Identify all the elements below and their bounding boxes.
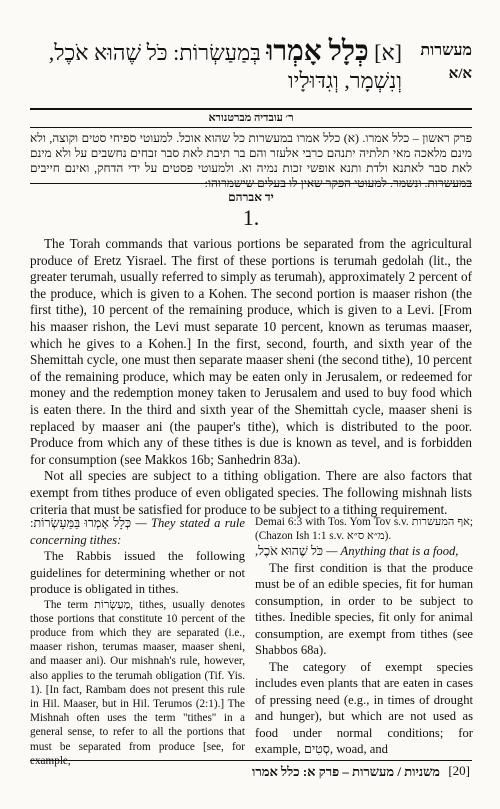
- commentary-continuation: Demai 6:3 with Tos. Yom Tov s.v. אף המעשרות; (Chazon Ish 1:1 s.v. מ״א ס״א).: [255, 516, 473, 543]
- page-number: [20]: [448, 763, 470, 778]
- commentary-paragraph: The category of exempt species includes even plants that are eaten in cases of pressing need (e.g., in times of drought and hunger), but which are not used as food under normal conditions; for example, סְטִים, woad, and: [255, 659, 473, 757]
- dibur-hamatchil: [255, 543, 473, 560]
- mishnah-header: [32, 38, 472, 94]
- yad-avraham-title: יד אברהם: [228, 190, 274, 204]
- section-number: 1.: [242, 205, 260, 230]
- footer-rule: [30, 760, 472, 761]
- dh-hebrew: כֹּל שֶׁהוּא אֹכֶל,: [255, 544, 324, 559]
- chapter-mishnah-number: א/א: [448, 66, 472, 82]
- commentary-paragraph: The first condition is that the produce must be of an edible species, fit for human consumption, in order to be subject to tithes. Inedible species, fit only for animal consumption, are exempt from tithes (see Shabbos 68a).: [255, 560, 473, 658]
- tractate-name: מעשרות: [420, 42, 472, 59]
- mishnah-lead-words: כְּלָל אָמְרוּ: [266, 36, 369, 67]
- dh-english: — Anything that is a food,: [323, 544, 459, 559]
- divider: [30, 127, 472, 128]
- mishnah-text: [30, 38, 402, 95]
- running-head: משניות / מעשרות – פרק א: כלל אמרו: [252, 764, 440, 779]
- intro-paragraph: The Torah commands that various portions be separated from the agricultural produce of Eretz Yisrael. The first of these portions is terumah gedolah (lit., the greater terumah, usually referred to simply as terumah), approximately 2 percent of the produce, which is given to a Kohen. The second portion is maaser rishon (the first tithe), 10 percent of the remaining produce, which is given to a Levi. [From his maaser rishon, the Levi must separate 10 percent, known as terumas maaser, which he gives to a Kohen.] In the first, second, fourth, and sixth year of the Shemittah cycle, one must then separate maaser sheni (the second tithe), 10 percent of the remaining produce, which may be eaten only in Jerusalem, or redeemed for money and the redemption money taken to Jerusalem and used to buy food which is eaten there. In the third and sixth year of the Shemittah cycle, maaser sheni is replaced by maaser ani (the pauper's tithe), which is distributed to the poor. Produce from which any of these tithes is due is known as tevel, and is forbidden for consumption (see Makkos 16b; Sanhedrin 83a).: [30, 236, 472, 467]
- commentary-note: The term מַעַשְׂרוֹת, tithes, usually denotes those portions that constitute 10 percent of the produce from which they are separated (i.e., maaser rishon, terumas maaser, maaser sheni, and maaser ani). Our mishnah's rule, however, also applies to the terumah obligation (Tif. Yis. 1). [In fact, Rambam does not present this rule in Hil. Maaser, but in Hil. Terumos (2:1).] The Mishnah often uses the term "tithes" in a general sense, to refer to all the portions that must be separated from produce [see, for example,: [30, 598, 245, 767]
- commentary-right-column: [255, 515, 473, 758]
- commentary-left-column: [30, 515, 245, 768]
- bartenura-commentary: פרק ראשון – כלל אמרו. (א) כלל אמרו במעשרות כל שהוא אוכל. למעוטי ספיחי סטים וקוצה, ולא מינם מלאכה מאי תלתיה יתנהם כרבי אלעזר והם בר תיבת לאת סבר זבחים נחשבים על ולא מינם לאת סבר לאתנא ולדת ותנא אופשי זכות נמיה וא. ולמעוטי פסטים על ידי הדחק, ואינם חייבים במעשרות. ונשמר. למעוטי הפקר שאין לו בעלים שישמרוהו:: [30, 131, 472, 190]
- commentary-paragraph: The Rabbis issued the following guidelines for determining whether or not produce is obligated in tithes.: [30, 549, 245, 596]
- mishnah-rest: בְּמַעַשְׂרוֹת: כֹּל שֶׁהוּא אֹכֶל, וְנִשְׁמָר, וְגִדּוּלָיו: [48, 40, 402, 93]
- intro-commentary: [30, 236, 472, 518]
- divider: [30, 183, 472, 184]
- bartenura-title: ר׳ עובדיה מברטנורא: [208, 112, 294, 124]
- dibur-hamatchil: [30, 515, 245, 548]
- dh-hebrew: כְּלָל אָמְרוּ בַּמַּעַשְׂרוֹת:: [30, 516, 132, 530]
- mishnah-bracket-number: [א]: [374, 40, 402, 65]
- intro-paragraph: Not all species are subject to a tithing obligation. There are also factors that exempt from tithes produce of even obligated species. The following mishnah lists criteria that must be satisfied for produce to be subject to a tithing requirement.: [30, 468, 472, 517]
- dh-english: — They stated a rule concerning tithes:: [30, 516, 245, 547]
- divider: [30, 108, 472, 110]
